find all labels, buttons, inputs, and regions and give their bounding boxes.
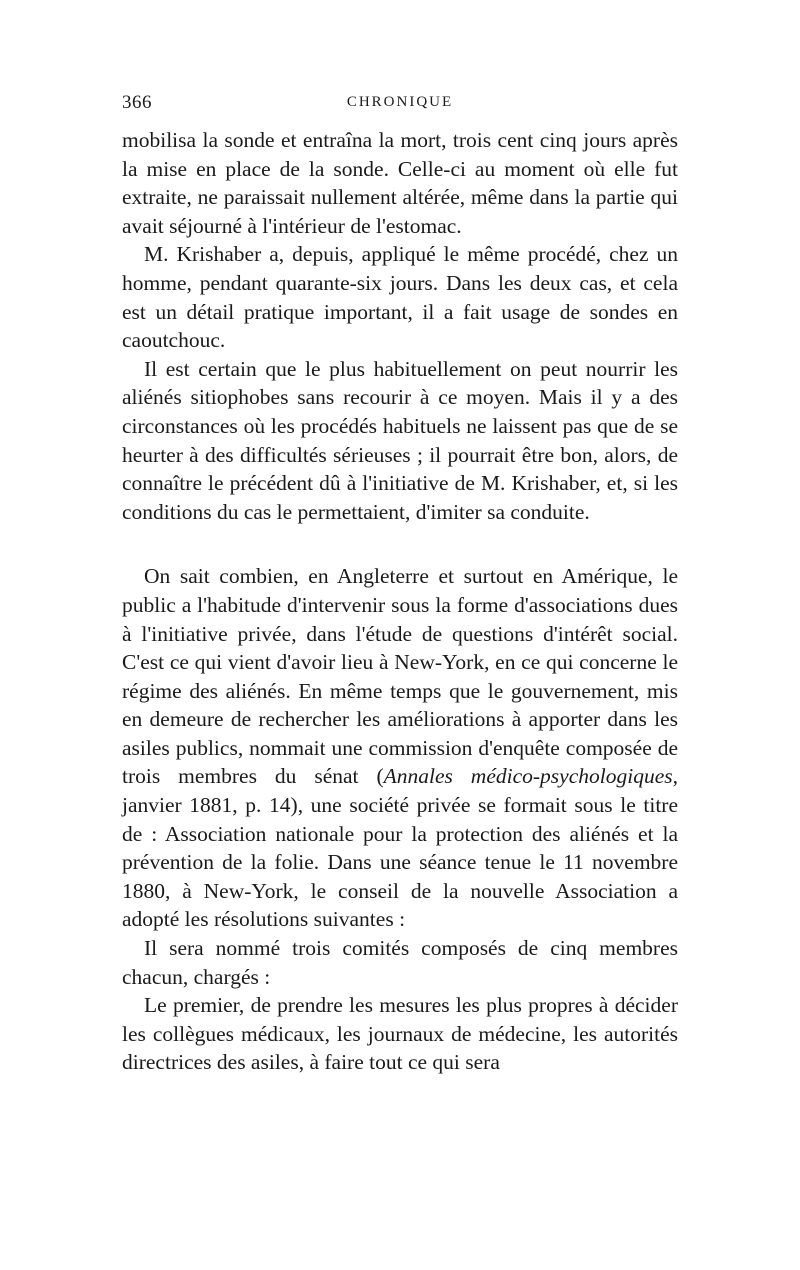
running-head: CHRONIQUE	[346, 94, 454, 110]
paragraph-continuation: mobilisa la sonde et entraîna la mort, trois cent cinq jours après la mise en place de la sonde. Celle-ci au moment où elle fut extraite, ne paraissait nullement altérée, même dans la partie qui avait séjourné à l'intérieur de l'estomac.	[122, 128, 678, 238]
page-body	[122, 126, 678, 1077]
paragraph-first-committee: Le premier, de prendre les mesures les plus propres à décider les collègues médicaux, les journaux de médecine, les autorités directrices des asiles, à faire tout ce qui sera	[122, 993, 678, 1075]
paragraph-new-york-association	[122, 562, 678, 934]
paragraph-text: On sait combien, en Angleterre et surtout en Amérique, le public a l'habitude d'intervenir sous la forme d'associations dues à l'initiative privée, dans l'étude de questions d'intérêt social. C'est ce qui vient d'avoir lieu à New-York, en ce qui concerne le régime des aliénés. En même temps que le gouvernement, mis en demeure de rechercher les améliorations à apporter dans les asiles publics, nommait une commission d'enquête composée de trois membres du sénat (	[122, 564, 678, 789]
paragraph-krishaber: M. Krishaber a, depuis, appliqué le même procédé, chez un homme, pendant quarante-six jours. Dans les deux cas, et cela est un détail pratique important, il a fait usage de sondes en caoutchouc.	[122, 242, 678, 353]
journal-title: Annales médico-psychologiques	[383, 764, 673, 789]
page-header	[122, 92, 678, 120]
page-number: 366	[122, 92, 152, 113]
paragraph-text: , janvier 1881, p. 14), une société privée se formait sous le titre de : Association nationale pour la protection des aliénés et la prévention de la folie. Dans une séance tenue le 11 novembre 1880, à New-York, le conseil de la nouvelle Association a adopté les résolutions suivantes :	[122, 764, 678, 932]
paragraph-sitiophobes: Il est certain que le plus habituellement on peut nourrir les aliénés sitiophobes sans recourir à ce moyen. Mais il y a des circonstances où les procédés habituels ne laissent pas que de se heurter à des difficultés sérieuses ; il pourrait être bon, alors, de connaître le précédent dû à l'initiative de M. Krishaber, et, si les conditions du cas le permettaient, d'imiter sa conduite.	[122, 356, 678, 524]
paragraph-committees: Il sera nommé trois comités composés de cinq membres chacun, chargés :	[122, 936, 678, 989]
